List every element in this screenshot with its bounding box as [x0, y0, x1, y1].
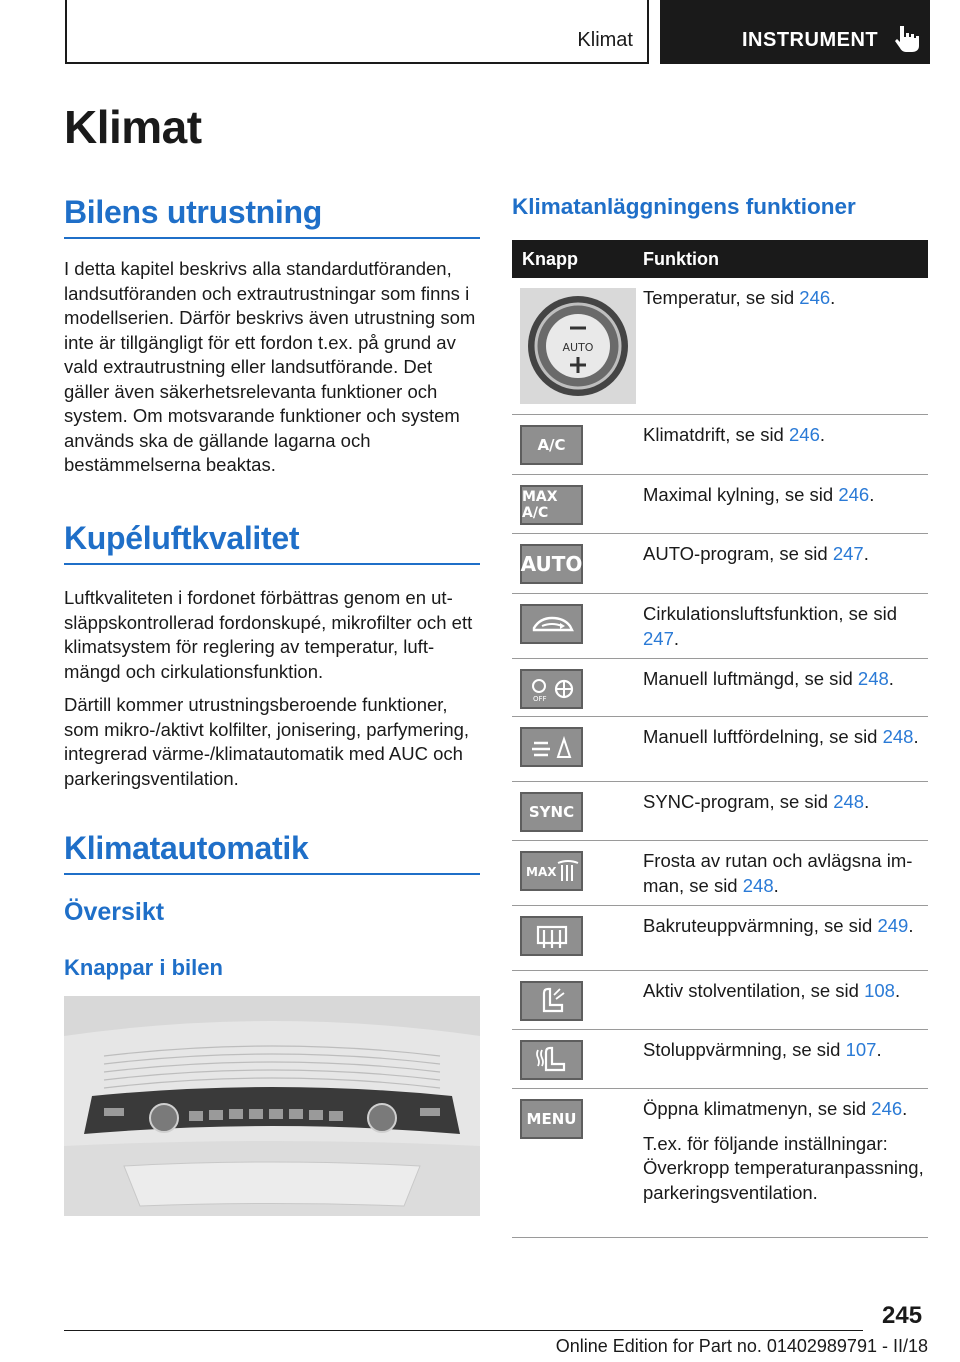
function-description — [643, 849, 927, 898]
text-kupeluftkvalitet-2: Därtill kommer utrustningsberoende funktioner, som mikro-/aktivt kolfilter, jonisering, parfymering, integrerad värme-/klimatautomatik med AUC och parkeringsventilation. — [64, 694, 470, 789]
function-description — [643, 1038, 927, 1063]
table-row — [512, 906, 928, 971]
function-text: Manuell luftmängd, se sid — [643, 668, 858, 689]
function-description — [643, 602, 927, 651]
function-text: Aktiv stolventilation, se sid — [643, 980, 865, 1001]
function-text: Maximal kylning, se sid — [643, 484, 839, 505]
function-text-end: . — [908, 915, 914, 936]
page-reference-link[interactable]: 248 — [882, 726, 914, 747]
function-text-end: . — [773, 874, 779, 896]
page-reference-link[interactable]: 247 — [643, 627, 674, 649]
function-text-end: . — [864, 791, 870, 812]
page-title: Klimat — [64, 101, 202, 153]
page-reference-link[interactable]: 246 — [789, 424, 820, 445]
text-bilens-utrustning: I detta kapitel beskrivs alla standardutföranden, landsutföranden och extrautrustningar som finns i modellserien. Därför beskrivs även utrustning som inte är tillgängligt för ett fordon t.ex. på grund av vald extrautrustning eller landsutförande. Det gäller även säkerhetsrelevanta funktioner och system. Om motsvarande funktioner och system används ska de gällande lagarna och bestämmelserna beaktas. — [64, 258, 476, 475]
heading-knappar-i-bilen: Knappar i bilen — [64, 955, 223, 980]
svg-text:AUTO: AUTO — [562, 341, 594, 354]
menu-button-icon — [520, 1099, 583, 1139]
button-caption: MENU — [526, 1110, 577, 1128]
function-text-end: . — [673, 627, 680, 649]
air-distribution-icon — [520, 727, 583, 767]
ac-button-icon — [520, 425, 583, 465]
table-row — [512, 1030, 928, 1089]
table-row — [512, 971, 928, 1030]
function-description — [643, 542, 927, 567]
table-row — [512, 475, 928, 534]
header-section-label: Klimat — [577, 29, 633, 51]
heading-kupeluftkvalitet: Kupéluftkvalitet — [64, 520, 480, 565]
function-extra-text: T.ex. för följande inställningar: Överkropp temperaturanpassning, parkeringsventilation. — [643, 1132, 924, 1203]
fan-off-icon — [520, 669, 583, 709]
button-caption: MAX A/C — [522, 489, 558, 521]
max-defrost-icon — [520, 851, 583, 891]
page-reference-link[interactable]: 246 — [838, 484, 870, 505]
function-text: Stoluppvärmning, se sid — [643, 1039, 846, 1060]
auto-button-icon — [520, 544, 583, 584]
page-reference-link[interactable]: 247 — [832, 543, 864, 564]
function-description — [643, 423, 927, 448]
function-description — [643, 979, 927, 1004]
function-text: SYNC-program, se sid — [643, 791, 834, 812]
function-text: Frosta av rutan och avlägsna imman, se sid — [643, 850, 913, 896]
page-reference-link[interactable]: 248 — [857, 668, 889, 689]
table-row — [512, 534, 928, 594]
function-text-end: . — [830, 287, 836, 308]
header-chapter-tab — [660, 0, 930, 64]
header-chapter-label: INSTRUMENT — [742, 29, 879, 51]
svg-text:MAX: MAX — [526, 865, 557, 879]
function-text-end: . — [819, 424, 826, 445]
heading-klimatautomatik: Klimatautomatik — [64, 830, 480, 875]
climate-panel-illustration — [64, 996, 480, 1216]
table-row — [512, 782, 928, 841]
table-header — [512, 240, 928, 278]
rear-defrost-icon — [520, 916, 583, 956]
hand-pointer-icon — [894, 24, 920, 52]
page-reference-link[interactable]: 246 — [871, 1098, 903, 1119]
function-text-end: . — [888, 668, 894, 689]
max-ac-button-icon — [520, 485, 583, 525]
function-text-end: . — [913, 726, 919, 747]
heading-bilens-utrustning: Bilens utrustning — [64, 194, 480, 239]
function-text-end: . — [876, 1039, 882, 1060]
function-text: Manuell luftfördelning, se sid — [643, 726, 883, 747]
function-description — [643, 790, 927, 815]
function-text-end: . — [869, 484, 875, 505]
table-row — [512, 415, 928, 475]
page-reference-link[interactable]: 248 — [742, 874, 774, 896]
function-description — [643, 286, 927, 311]
seat-ventilation-icon — [520, 981, 583, 1021]
footer-divider — [64, 1330, 863, 1331]
page-reference-link[interactable]: 248 — [833, 791, 865, 812]
function-text: Temperatur, se sid — [643, 287, 800, 308]
function-description — [643, 667, 927, 692]
heading-oversikt: Översikt — [64, 898, 165, 926]
function-text-end: . — [863, 543, 869, 564]
page-reference-link[interactable]: 249 — [877, 915, 909, 936]
sync-button-icon — [520, 792, 583, 832]
page-reference-link[interactable]: 107 — [845, 1039, 877, 1060]
footer-edition: Online Edition for Part no. 01402989791 - II/18 — [555, 1336, 928, 1356]
table-row — [512, 717, 928, 782]
text-kupeluftkvalitet-1: Luftkvaliteten i fordonet förbättras genom en utsläppskontrollerad fordonskupé, mikrofilter och ett klimatsystem för reglering av temperatur, luftmängd och cirkulationsfunktion. — [64, 587, 473, 682]
svg-text:OFF: OFF — [533, 695, 547, 703]
table-row — [512, 278, 928, 415]
column-header-knapp: Knapp — [522, 249, 578, 269]
function-description — [643, 483, 927, 508]
function-text: Klimatdrift, se sid — [643, 424, 789, 445]
function-text: Cirkulationsluftsfunktion, se sid — [643, 603, 897, 624]
function-description — [643, 725, 927, 750]
button-caption: A/C — [537, 436, 566, 454]
temperature-knob-icon — [520, 288, 636, 404]
header-section-tab — [65, 0, 649, 64]
recirculation-icon — [520, 604, 583, 644]
function-text: Öppna klimatmenyn, se sid — [643, 1098, 872, 1119]
table-row — [512, 841, 928, 906]
function-text-end: . — [894, 980, 901, 1001]
seat-heating-icon — [520, 1040, 583, 1080]
table-row — [512, 1089, 928, 1238]
function-description — [643, 914, 927, 939]
page-reference-link[interactable]: 246 — [799, 287, 831, 308]
function-description — [643, 1097, 927, 1205]
table-row — [512, 659, 928, 717]
column-header-funktion: Funktion — [643, 249, 719, 269]
function-text-end: . — [902, 1098, 908, 1119]
function-text: Bakruteuppvärmning, se sid — [643, 915, 878, 936]
button-caption: AUTO — [520, 552, 583, 576]
function-text: AUTO-program, se sid — [643, 543, 833, 564]
table-row — [512, 594, 928, 659]
page-number: 245 — [882, 1302, 923, 1329]
heading-klimatanlaggningens-funktioner: Klimatanläggningens funktioner — [512, 194, 856, 219]
page-reference-link[interactable]: 108 — [864, 980, 895, 1001]
button-caption: SYNC — [528, 803, 575, 821]
